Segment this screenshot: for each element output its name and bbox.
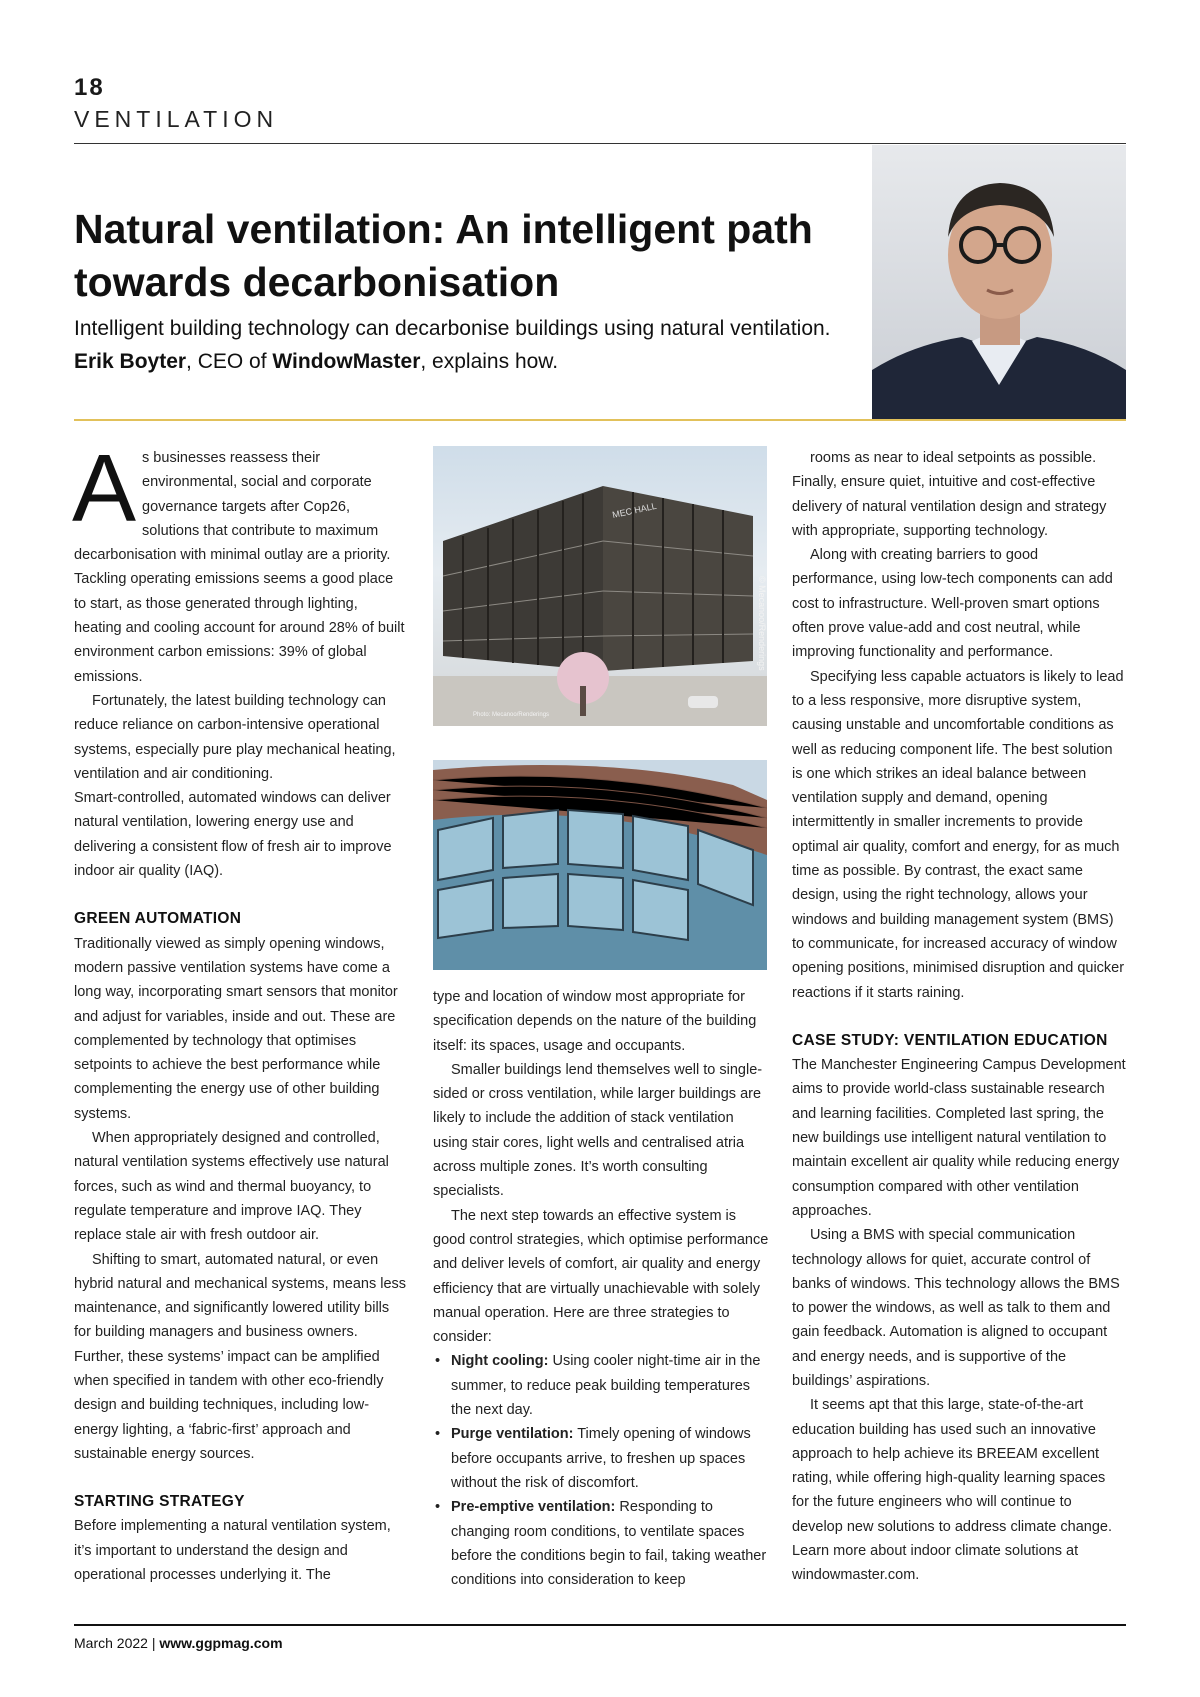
building-rendering-photo <box>433 446 767 726</box>
paragraph <box>72 435 408 689</box>
list-item-text: Timely opening of windows before occupants arrive, to freshen up spaces without the risk of discomfort. <box>451 1426 751 1491</box>
building-sign: MEC HALL <box>611 500 658 520</box>
paragraph: Specifying less capable actuators is likely to lead to a less responsive, more disruptive system, causing unstable and uncomfortable conditions as well as reducing component life. The best solution is one which strikes an ideal balance between ventilation supply and demand, opening intermittently in smaller increments to provide optimal air quality, comfort and energy, for as much time as possible. By contrast, the exact same design, using the right technology, allows your windows and building management system (BMS) to communicate, for increased accuracy of window opening positions, minimised disruption and quicker reactions if it starts raining. <box>792 668 1125 1001</box>
paragraph: Using a BMS with special communication technology allows for quiet, accurate control of banks of windows. This technology allows the BMS to power the windows, as well as talk to them and gain feedback. Automation is aligned to occupant and energy needs, and is supportive of the buildings’ aspirations. <box>792 1227 1120 1389</box>
paragraph: Smaller buildings lend themselves well to single-sided or cross ventilation, while larger buildings are likely to include the addition of stack ventilation using stair cores, light wells and centralised atria across multiple zones. It’s worth consulting specialists. <box>433 1061 763 1200</box>
photo-credit: © Mecanoo/Renderings <box>757 576 767 671</box>
subheading: STARTING STRATEGY <box>74 1493 245 1511</box>
list-item-label: Purge ventilation: <box>451 1426 574 1443</box>
facade-illustration <box>433 760 767 970</box>
photo-caption: Photo: Mecanoo/Renderings <box>473 712 550 718</box>
paragraph: The Manchester Engineering Campus Development aims to provide world-class sustainable research and learning facilities. Completed last spring, the new buildings use intelligent natural ventilation to maintain excellent air quality while reducing energy consumption compared with other ventilation approaches. <box>792 1057 1126 1219</box>
article-standfirst <box>74 312 834 378</box>
standfirst-text: , CEO of <box>186 350 273 373</box>
issue-date: March 2022 | <box>74 1635 160 1651</box>
author-name: Erik Boyter <box>74 350 187 373</box>
article-column-2 <box>433 985 769 1592</box>
paragraph: Fortunately, the latest building technology can reduce reliance on carbon-intensive operational systems, especially pure play mechanical heating, ventilation and air conditioning. <box>74 692 396 782</box>
paragraph: When appropriately designed and controlled, natural ventilation systems effectively use natural forces, such as wind and thermal buoyancy, to regulate temperature and improve IAQ. They replace stale air with fresh outdoor air. <box>74 1130 389 1244</box>
page-footer <box>74 1635 283 1651</box>
list-item-text: Responding to changing room conditions, to ventilate spaces before the conditions begin to fail, taking weather conditions into consideration to keep <box>451 1499 767 1589</box>
paragraph: Shifting to smart, automated natural, or even hybrid natural and mechanical systems, means less maintenance, and significantly lowered utility bills for building managers and business owners. Further, these systems’ impact can be amplified when specified in tandem with other eco-friendly design and building techniques, including low-energy lighting, a ‘fabric-first’ approach and sustainable energy sources. <box>74 1251 407 1462</box>
author-portrait <box>872 145 1126 420</box>
subheading: GREEN AUTOMATION <box>74 910 242 928</box>
list-item-text: Using cooler night-time air in the summer, to reduce peak building temperatures the next day. <box>451 1353 761 1419</box>
drop-cap: A <box>72 435 137 542</box>
list-item <box>433 1422 769 1495</box>
website-link[interactable]: www.ggpmag.com <box>159 1635 283 1651</box>
article-column-1 <box>72 435 408 1587</box>
paragraph: The next step towards an effective system is good control strategies, which optimise performance and deliver levels of comfort, air quality and energy efficiency that are virtually unachievable with solely manual operation. Here are three strategies to consider: <box>433 1207 769 1346</box>
footer-divider <box>74 1624 1126 1626</box>
article-column-3 <box>792 446 1126 1588</box>
portrait-illustration <box>872 145 1126 420</box>
standfirst-text: Intelligent building technology can decarbonise buildings using natural ventilation. <box>74 317 831 340</box>
paragraph: It seems apt that this large, state-of-the-art education building has used such an innovative approach to help achieve its BREEAM excellent rating, while offering high-quality learning spaces for the future engineers who will continue to develop new solutions to address climate change. Learn more about indoor climate solutions at windowmaster.com. <box>792 1397 1112 1584</box>
page-number: 18 <box>74 74 105 101</box>
list-item-label: Pre-emptive ventilation: <box>451 1499 616 1516</box>
list-item <box>433 1495 769 1592</box>
standfirst-text: , explains how. <box>420 350 559 373</box>
paragraph: Before implementing a natural ventilation system, it’s important to understand the design and operational processes underlying it. The <box>74 1518 391 1584</box>
paragraph: rooms as near to ideal setpoints as possible. Finally, ensure quiet, intuitive and cost-effective delivery of natural ventilation design and strategy with appropriate, supporting technology. <box>792 450 1107 539</box>
paragraph: Traditionally viewed as simply opening windows, modern passive ventilation systems have come a long way, incorporating smart sensors that monitor and adjust for variables, inside and out. These are complemented by technology that optimises setpoints to achieve the best performance while complementing the energy use of other building systems. <box>74 935 398 1122</box>
header-divider-gold <box>74 419 1126 421</box>
subheading: CASE STUDY: VENTILATION EDUCATION <box>792 1031 1108 1049</box>
strategy-list <box>433 1349 769 1592</box>
paragraph-text: s businesses reassess their environmental, social and corporate governance targets after Cop26, solutions that contribute to maximum decarbonisation with minimal outlay are a priority. Tackling operating emissions seems a good place to start, as those generated through lighting, heating and cooling account for around 28% of built environment carbon emissions: 39% of global emissions. <box>74 450 405 685</box>
article-headline: Natural ventilation: An intelligent path towards decarbonisation <box>74 206 813 305</box>
window-facade-photo <box>433 760 767 970</box>
section-label: VENTILATION <box>74 106 279 132</box>
list-item <box>433 1349 769 1422</box>
list-item-label: Night cooling: <box>451 1353 549 1370</box>
building-illustration <box>433 446 767 726</box>
top-divider <box>74 143 1126 144</box>
paragraph: type and location of window most appropriate for specification depends on the nature of the building itself: its spaces, usage and occupants. <box>433 989 757 1054</box>
company-name: WindowMaster <box>272 350 421 373</box>
paragraph: Along with creating barriers to good performance, using low-tech components can add cost to infrastructure. Well-proven smart options often prove value-add and cost neutral, while improving functionality and performance. <box>792 547 1113 661</box>
paragraph: Smart-controlled, automated windows can deliver natural ventilation, lowering energy use and delivering a consistent flow of fresh air to improve indoor air quality (IAQ). <box>74 790 392 880</box>
